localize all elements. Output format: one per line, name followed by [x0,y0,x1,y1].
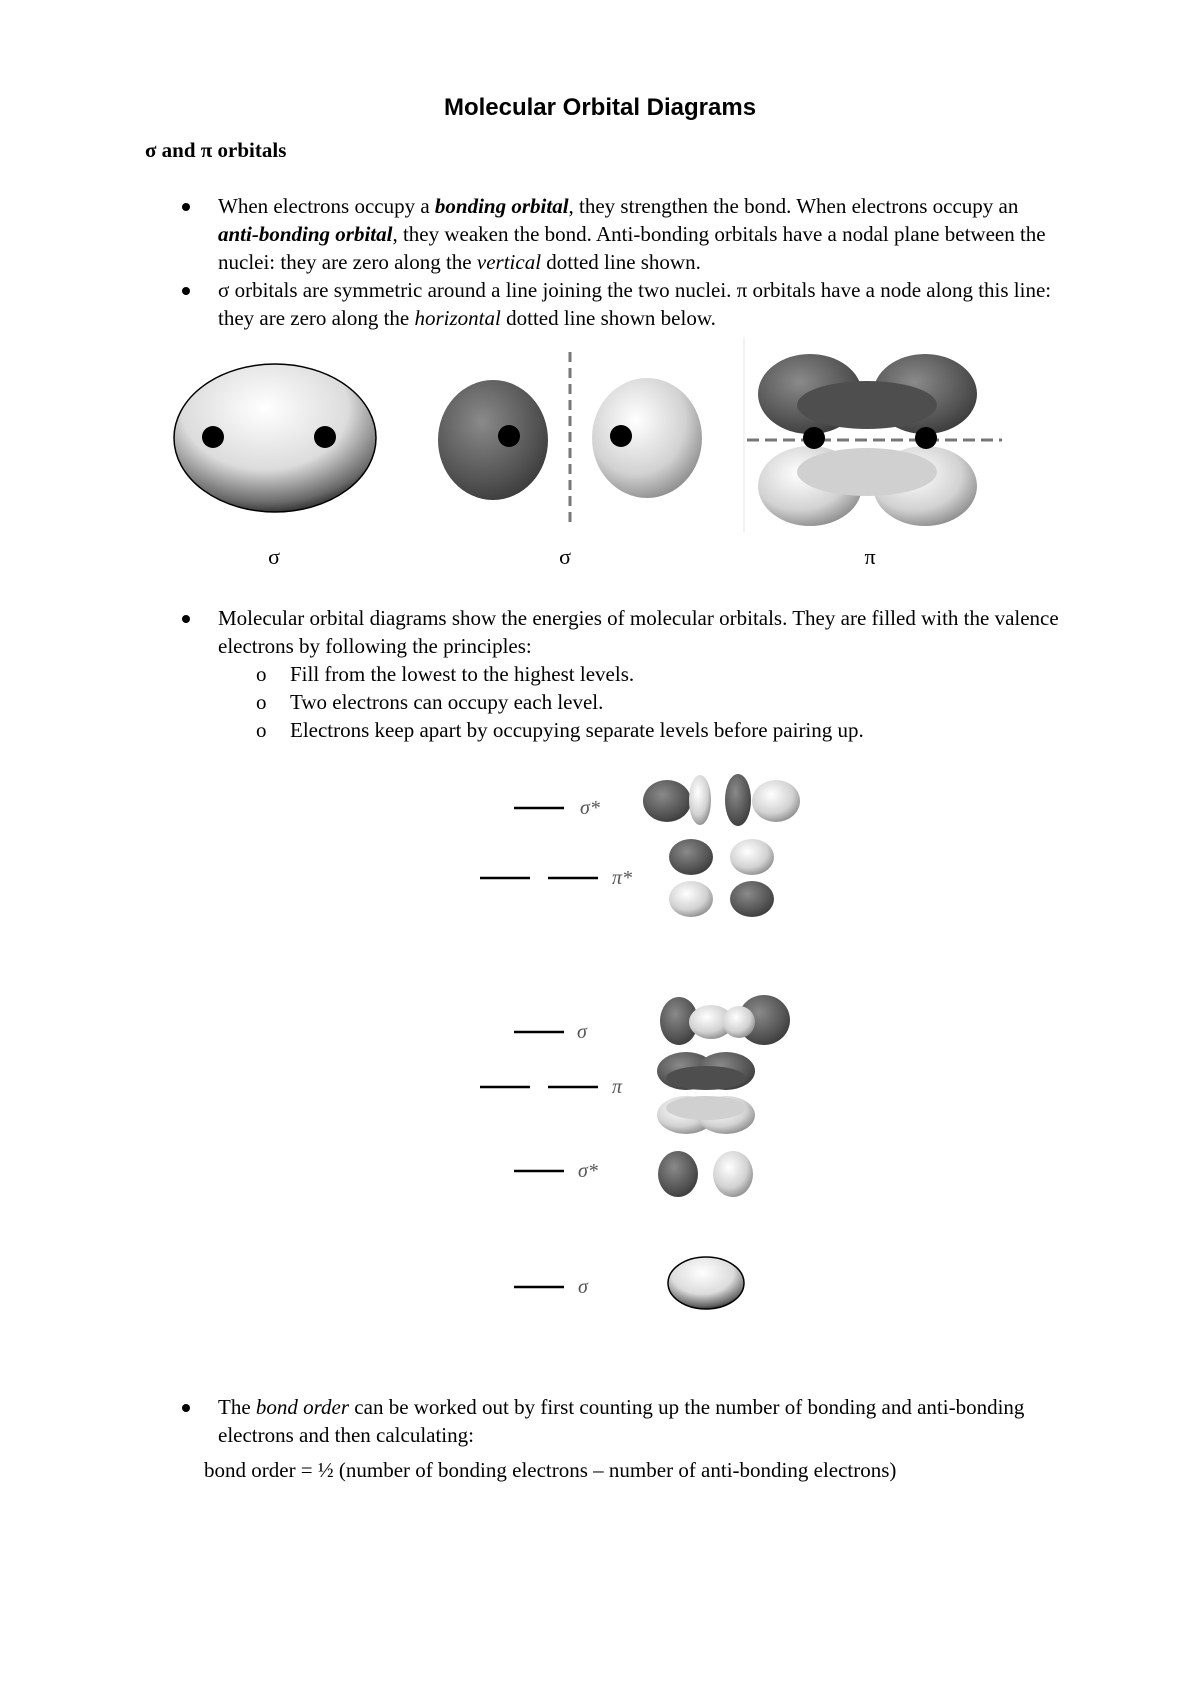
energy-level-label: σ [578,1276,588,1298]
principle-text: Electrons keep apart by occupying separate levels before pairing up. [290,718,864,742]
bond-order-formula: bond order = ½ (number of bonding electrons – number of anti-bonding electrons) [204,1458,897,1482]
emphasis-vertical: vertical [476,250,542,274]
energy-level-label: σ* [578,1160,598,1182]
energy-level-label: π [612,1076,623,1098]
sigma-star-1s-orbital-shape [658,1151,753,1197]
sigma-1s-orbital-shape [668,1257,744,1309]
bullet-text: can be worked out by first counting up the number of bonding and anti-bonding electrons and then calculating: [218,1395,1025,1447]
pi-star-orbital-shape [669,839,774,917]
nucleus-dot [915,427,937,449]
bullet-text: When electrons occupy a [218,194,435,218]
nucleus-dot [202,426,224,448]
bullet-text: , they strengthen the bond. When electrons occupy an [568,194,1019,218]
principle-text: Fill from the lowest to the highest levels. [290,662,635,686]
emphasis-anti-bonding-orbital: anti-bonding orbital [218,222,393,246]
pi-2p-orbital-shape [657,1052,755,1134]
orbital-caption: σ [559,544,571,569]
energy-level-label: π* [612,867,633,889]
bullet-text: dotted line shown. [541,250,701,274]
emphasis-horizontal: horizontal [414,306,501,330]
energy-level-label: σ [577,1021,587,1043]
orbital-caption: π [864,544,876,569]
sigma-bonding-orbital-illustration [174,364,376,512]
sub-bullet-marker: o [256,662,267,686]
emphasis-bond-order: bond order [255,1395,350,1419]
bullet-text: The [218,1395,256,1419]
sub-bullet-marker: o [256,718,267,742]
orbital-caption: σ [268,544,280,569]
pi-orbital-illustration [744,337,1002,532]
bullet-text: σ orbitals are symmetric around a line joining the two nuclei. π orbitals have a node along this line: they are zero along the [218,278,1052,330]
sigma-star-2p-orbital-shape [643,774,800,826]
sub-bullet-marker: o [256,690,267,714]
page-title: Molecular Orbital Diagrams [443,94,757,121]
section-heading: σ and π orbitals [145,138,287,162]
emphasis-bonding-orbital: bonding orbital [434,194,569,218]
nucleus-dot [803,427,825,449]
mo-energy-diagram [480,797,632,1298]
energy-level-label: σ* [580,797,600,819]
principle-text: Two electrons can occupy each level. [290,690,604,714]
nucleus-dot [498,425,520,447]
bullet-text: dotted line shown below. [500,306,716,330]
bullet-text: , they weaken the bond. Anti-bonding orbitals have a nodal plane between the nuclei: they are zero along the [218,222,1046,274]
nucleus-dot [314,426,336,448]
bullet-text: Molecular orbital diagrams show the energies of molecular orbitals. They are filled with the valence electrons by following the principles: [218,606,1059,658]
nucleus-dot [610,425,632,447]
sigma-2p-orbital-shape [660,995,790,1045]
sigma-antibonding-orbital-illustration [438,352,702,525]
